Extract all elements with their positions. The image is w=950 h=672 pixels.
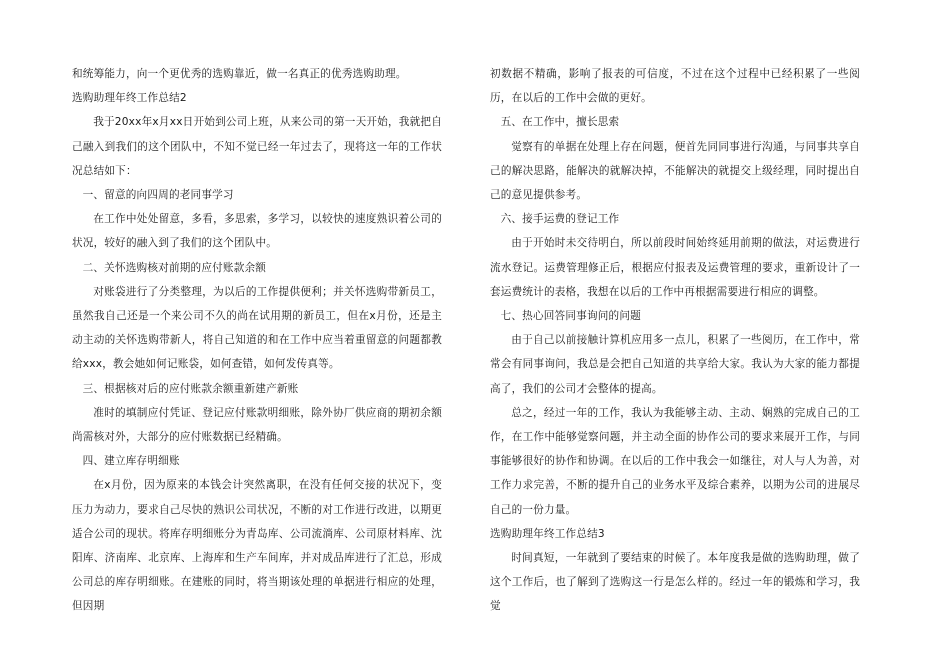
paragraph: 总之，经过一年的工作，我认为我能够主动、主动、娴熟的完成自己的工作，在工作中能够觉察问题，并主动全面的协作公司的要求来展开工作，与同事能够很好的协作和协调。在以后的工作中我会一如继往，对人与人为善，对工作力求完善，不断的提升自己的业务水平及综合素养，以期为公司的进展尽自己的一份力量。: [490, 406, 860, 516]
paragraph: 在x月份，因为原来的本钱会计突然离职，在没有任何交接的状况下，变压力为动力，要求自己尽快的熟识公司状况，不断的对工作进行改进，以期更适合公司的现状。将库存明细账分为青岛库、公司流淌库、公司原材料库、沈阳库、济南库、北京库、上海库和生产车间库，并对成品库进行了汇总，形成公司总的库存明细账。在建账的同时，将当期该处理的单据进行相应的处理，但因期: [72, 479, 442, 613]
section-heading: 六、接手运费的登记工作: [500, 213, 620, 226]
paragraph: 我于20xx年x月xx日开始到公司上班，从来公司的第一天开始，我就把自己融入到我们的这个团队中，不知不觉已经一年过去了，现将这一年的工作状况总结如下：: [72, 116, 442, 177]
paragraph: 和统筹能力，向一个更优秀的选购靠近，做一名真正的优秀选购助理。: [72, 68, 407, 80]
paragraph: 时间真短，一年就到了要结束的时候了。本年度我是做的选购助理，做了这个工作后，也了解到了选购这一行是怎么样的。经过一年的锻炼和学习，我觉: [490, 552, 860, 613]
left-column: [72, 62, 442, 619]
paragraph: 由于自己以前接触计算机应用多一点儿，积累了一些阅历，在工作中，常常会有同事询问，我总是会把自己知道的共享给大家。我认为大家的能力都提高了，我们的公司才会整体的提高。: [490, 334, 860, 395]
section-heading: 七、热心回答同事询问的问题: [500, 310, 641, 323]
right-column: [490, 62, 860, 619]
section-heading: 三、根据核对后的应付账款余额重新建产新账: [82, 382, 299, 395]
paragraph: 在工作中处处留意，多看，多思索，多学习，以较快的速度熟识着公司的状况，较好的融入到了我们的这个团队中。: [72, 213, 442, 250]
section-heading: 五、在工作中，擅长思索: [500, 116, 620, 129]
paragraph: 由于开始时未交待明白，所以前段时间始终延用前期的做法，对运费进行流水登记。运费管理修正后，根据应付报表及运费管理的要求，重新设计了一套运费统计的表格，我想在以后的工作中再根据需要进行相应的调整。: [490, 237, 860, 298]
paragraph: 觉察有的单据在处理上存在问题，便首先同同事进行沟通，与同事共享自己的解决思路，能解决的就解决掉，不能解决的就提交上级经理，同时提出自己的意见提供参考。: [490, 140, 860, 202]
section-title: 选购助理年终工作总结3: [490, 527, 605, 540]
section-heading: 四、建立库存明细账: [82, 455, 180, 468]
section-title: 选购助理年终工作总结2: [72, 92, 187, 105]
paragraph: 对账袋进行了分类整理，为以后的工作提供便利；并关怀选购带新员工，虽然我自己还是一个来公司不久的尚在试用期的新员工，但在x月份，还是主动主动的关怀选购带新人，将自己知道的和在工作中应当着重留意的问题都教给xxx，教会她如何记账袋，如何查错，如何发传真等。: [72, 285, 442, 371]
paragraph: 初数据不精确，影响了报表的可信度，不过在这个过程中已经积累了一些阅历，在以后的工作中会做的更好。: [490, 68, 860, 105]
section-heading: 一、留意的向四周的老同事学习: [82, 189, 234, 202]
section-heading: 二、关怀选购核对前期的应付账款余额: [82, 261, 267, 274]
paragraph: 准时的填制应付凭证、登记应付账款明细账，除外协厂供应商的期初余额尚需核对外，大部分的应付账数据已经精确。: [72, 406, 442, 444]
